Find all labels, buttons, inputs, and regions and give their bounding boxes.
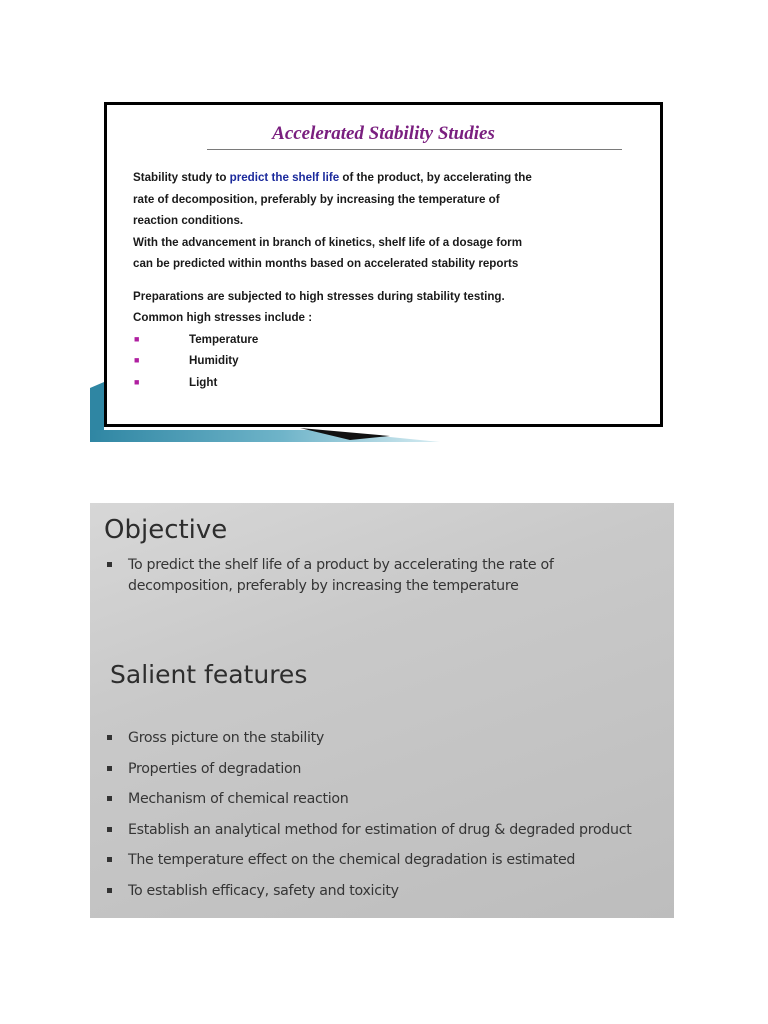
square-bullet-icon: ■	[134, 333, 140, 344]
objective-heading: Objective	[104, 515, 228, 545]
paragraph-line: can be predicted within months based on accelerated stability reports	[133, 257, 519, 270]
square-bullet-icon	[107, 857, 112, 862]
square-bullet-icon	[107, 827, 112, 832]
square-bullet-icon	[107, 735, 112, 740]
square-bullet-icon	[107, 766, 112, 771]
paragraph-line: With the advancement in branch of kinetics, shelf life of a dosage form	[133, 235, 523, 249]
paragraph-line: Preparations are subjected to high stresses during stability testing.	[133, 289, 505, 303]
square-bullet-icon: ■	[134, 376, 140, 387]
slide-title: Accelerated Stability Studies	[272, 123, 495, 144]
paragraph-gap	[133, 275, 653, 286]
stress-bullet-item: ■ Light	[133, 372, 653, 394]
salient-features-heading: Salient features	[110, 660, 308, 689]
paragraph-line: reaction conditions.	[133, 214, 244, 227]
stress-bullet-item: ■ Humidity	[133, 350, 653, 372]
stress-bullet-item: ■ Temperature	[133, 329, 653, 351]
paragraph-line: rate of decomposition, preferably by increasing the temperature of	[133, 192, 500, 206]
square-bullet-icon	[107, 888, 112, 893]
title-divider	[207, 149, 622, 150]
slide-objective-features: Objective To predict the shelf life of a product by accelerating the rate of decomposition, preferably by increasing the temperature Salient features Gross picture on the stability Properties of degradation Mechanism of chemical reaction Establish an analytical method for estimation of drug & degraded product The temperature effect on the chemical degradation is estimated To establish efficacy, safety and toxicity	[90, 503, 674, 918]
highlighted-phrase: predict the shelf life	[229, 171, 340, 184]
paragraph-line: Common high stresses include :	[133, 311, 313, 324]
square-bullet-icon	[107, 796, 112, 801]
square-bullet-icon: ■	[134, 355, 140, 365]
square-bullet-icon	[107, 562, 112, 567]
slide-panel	[104, 102, 663, 427]
paragraph-line: Stability study to predict the shelf life of the product, by accelerating the	[133, 171, 532, 184]
slide-body	[133, 167, 653, 393]
slide-accelerated-stability	[90, 100, 670, 442]
